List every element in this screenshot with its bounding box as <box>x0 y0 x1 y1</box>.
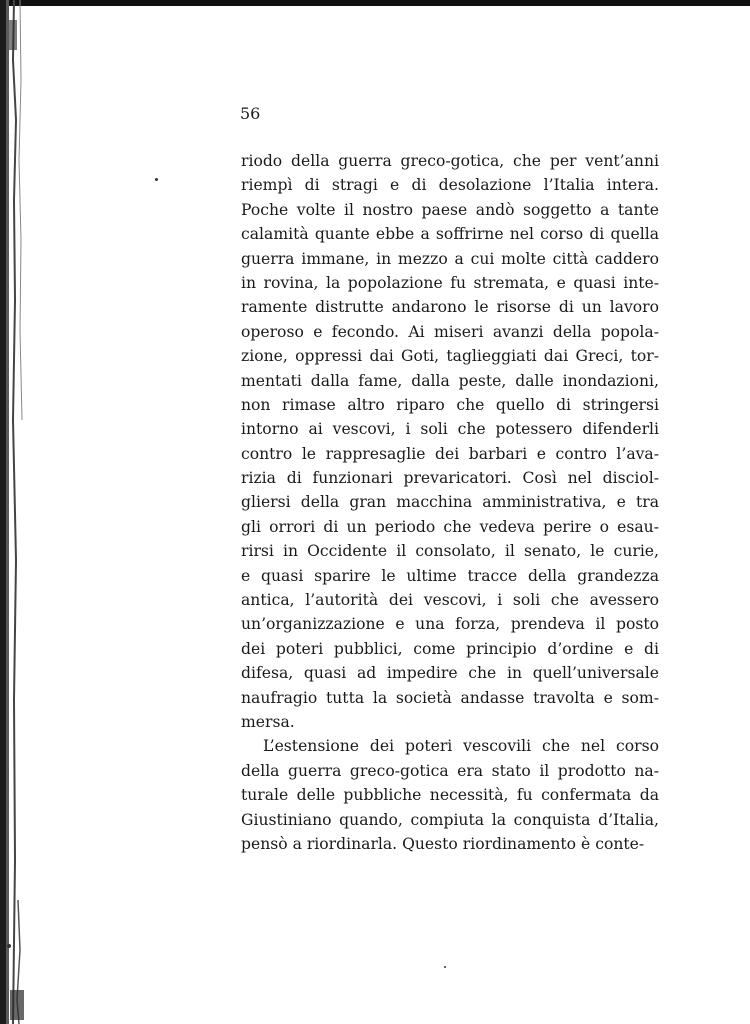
text-line: e quasi sparire le ultime tracce della grandezza <box>241 566 659 585</box>
scan-top-edge <box>0 0 750 6</box>
text-line: contro le rappresaglie dei barbari e contro l’ava- <box>241 444 659 463</box>
text-line: intorno ai vescovi, i soli che potessero difenderli <box>241 420 659 439</box>
text-line: guerra immane, in mezzo a cui molte città caddero <box>241 249 659 268</box>
text-line: calamità quante ebbe a soffrirne nel corso di quella <box>241 225 659 244</box>
text-line: gli orrori di un periodo che vedeva perire o esau- <box>241 517 659 536</box>
text-line: non rimase altro riparo che quello di stringersi <box>241 395 659 414</box>
scan-speck <box>7 944 11 948</box>
text-line: rizia di funzionari prevaricatori. Così nel disciol- <box>241 469 659 488</box>
scan-speck <box>444 966 446 968</box>
text-line: turale delle pubbliche necessità, fu confermata da <box>241 786 659 805</box>
text-line: operoso e fecondo. Ai miseri avanzi della popola- <box>241 322 659 341</box>
text-line: mentati dalla fame, dalla peste, dalle inondazioni, <box>241 371 659 390</box>
text-line: gliersi della gran macchina amministrativa, e tra <box>241 493 659 512</box>
text-line: Poche volte il nostro paese andò soggetto a tante <box>241 200 659 219</box>
text-line: L’estensione dei poteri vescovili che nel corso <box>263 737 659 756</box>
paragraph <box>241 149 659 734</box>
paragraph <box>241 734 659 856</box>
text-line: ramente distrutte andarono le risorse di un lavoro <box>241 298 659 317</box>
text-line: naufragio tutta la società andasse travolta e som- <box>241 688 659 707</box>
text-line: riodo della guerra greco-gotica, che per vent’anni <box>241 152 659 170</box>
text-line: un’organizzazione e una forza, prendeva il posto <box>241 615 659 634</box>
body-text <box>241 149 659 856</box>
text-line: pensò a riordinarla. Questo riordinamento è conte- <box>241 834 645 853</box>
text-line: della guerra greco-gotica era stato il prodotto na- <box>241 761 659 780</box>
text-line: difesa, quasi ad impedire che in quell’universale <box>241 664 659 683</box>
scan-speck <box>155 178 158 181</box>
text-line: zione, oppressi dai Goti, taglieggiati dai Greci, tor- <box>241 347 659 366</box>
text-line: riempì di stragi e di desolazione l’Italia intera. <box>241 176 659 195</box>
text-line: rirsi in Occidente il consolato, il senato, le curie, <box>241 542 659 561</box>
text-line: dei poteri pubblici, come principio d’ordine e di <box>241 639 659 658</box>
text-line: mersa. <box>241 712 295 731</box>
binding-edge <box>0 0 30 1024</box>
text-line: antica, l’autorità dei vescovi, i soli che avessero <box>241 591 659 610</box>
text-line: in rovina, la popolazione fu stremata, e quasi inte- <box>241 273 659 292</box>
text-line: Giustiniano quando, compiuta la conquista d’Italia, <box>241 810 659 829</box>
page-number: 56 <box>240 104 261 123</box>
